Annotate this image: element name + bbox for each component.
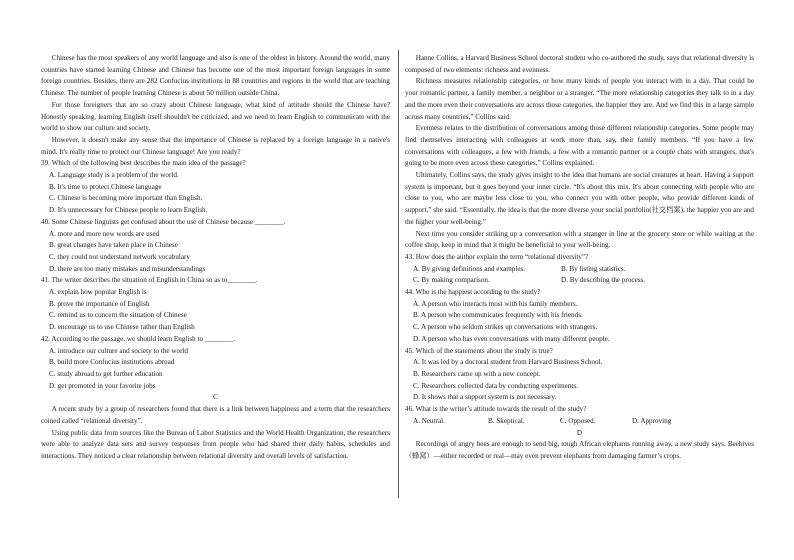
question-44: 44. Who is the happiest according to the study? — [405, 288, 541, 297]
option-39-a: A. Language study is a problem of the world. — [49, 171, 179, 180]
option-39-b: B. It's time to protect Chinese language — [49, 182, 162, 191]
options-46-row — [405, 416, 754, 428]
question-43: 43. How does the author explain the term “relational diversity”? — [405, 252, 589, 261]
option-41-a: A. explain how popular English is — [49, 288, 147, 297]
option-42-c: C. study abroad to get further education — [49, 369, 163, 378]
option-46-d: D. Approving — [632, 416, 672, 425]
section-c-paragraph-1: A recent study by a group of researchers found that there is a link between happiness and a term that the researchers coined called “relational diversity”. — [41, 405, 390, 425]
section-c-paragraph-3: Hanne Collins, a Harvard Business School doctoral student who co-authored the study, says that relational diversity is composed of two elements: richness and evenness. — [405, 54, 754, 74]
column-divider — [398, 50, 399, 498]
option-40-b: B. great changes have taken place in Chinese — [49, 241, 178, 250]
option-46-a: A. Neutral. — [413, 416, 445, 425]
question-40: 40. Some Chinese linguists get confused about the use of Chinese because ________. — [41, 217, 286, 226]
options-43-row-1 — [405, 264, 754, 276]
section-c-paragraph-7: Next time you consider striking up a conversation with a stranger in line at the grocery store or while waiting at the coffee shop, keep in mind that it might be beneficial to your well-being. — [405, 229, 754, 250]
option-43-d: D. By describing the process. — [561, 276, 646, 285]
section-c-paragraph-5: Evenness relates to the distribution of conversations among those different relationship categories. Some people may find themselves interacting with colleagues at work more than, say, their family members. “If you have a few conversations with colleagues, a few with friends, a few with a romantic partner or a couple chats with strangers, that's going to be more even across these categories,” Collins explained. — [405, 124, 754, 168]
section-c-paragraph-6: Ultimately, Collins says, the study gives insight to the idea that humans are social creatures at heart. Having a support system is important, but it goes beyond your inner circle. “It's about this mix. It's about connecting with people who are close to you, who are maybe less close to you, who connect you with other people, who provide different kinds of support,” she said. “Essentially, the idea is that the more diverse your social portfolio(社交档案), the happier you are and the higher your well-being.” — [405, 171, 754, 226]
question-45: 45. Which of the statements about the study is true? — [405, 346, 553, 355]
intro-paragraph-2: For those foreigners that are so crazy about Chinese language, what kind of attitude should the Chinese have? Honestly speaking, learning English itself shouldn't be criticized, and we need to learn English to communicate with the world to show our culture and society. — [41, 100, 390, 133]
option-46-b: B. Skeptical. — [488, 416, 525, 425]
option-41-c: C. remind us to concern the situation of Chinese — [49, 311, 187, 320]
option-43-a: A. By giving definitions and examples. — [413, 264, 526, 273]
option-45-a: A. It was led by a doctoral student from Harvard Business School. — [413, 358, 603, 367]
option-44-d: D. A person who has even conversations with many different people. — [413, 334, 610, 343]
option-45-d: D. It shows that a support system is not necessary. — [413, 393, 557, 402]
option-40-c: C. they could not understand network vocabulary — [49, 252, 190, 261]
question-39: 39. Which of the following best describes the main idea of the passage? — [41, 159, 246, 168]
option-42-b: B. build more Confucius institutions abroad — [49, 358, 175, 367]
option-40-d: D. there are too many mistakes and misunderstandings — [49, 264, 206, 273]
option-44-b: B. A person who communicates frequently with his friends. — [413, 311, 583, 320]
option-40-a: A. more and more new words are used — [49, 229, 160, 238]
right-column — [405, 53, 754, 463]
option-44-a: A. A person who interacts most with his family members. — [413, 299, 578, 308]
option-45-c: C. Researchers collected data by conducting experiments. — [413, 381, 578, 390]
option-45-b: B. Researchers came up with a new concept. — [413, 369, 541, 378]
option-41-d: D. encourage us to use Chinese rather than English — [49, 323, 195, 332]
section-c-paragraph-2: Using public data from sources like the Bureau of Labor Statistics and the World Health Organization, the researchers were able to analyze data sets and survey responses from people who had shared their daily habits, schedules and interactions. They noticed a clear relationship between relational diversity and overall levels of satisfaction. — [41, 428, 390, 460]
intro-paragraph-3: However, it doesn't make any sense that the importance of Chinese is replaced by a foreign language in a native's mind. It's really time to protect our Chinese language! Are you ready? — [41, 135, 390, 156]
question-42: 42. According to the passage, we should learn English to ________. — [41, 334, 236, 343]
question-46: 46. What is the writer’s attitude towards the result of the study? — [405, 405, 587, 414]
option-39-c: C. Chinese is becoming more important than English. — [49, 194, 203, 203]
intro-paragraph-1: Chinese has the most speakers of any world language and also is one of the oldest in history. Around the world, many countries have started learning Chinese and Chinese has become one of the most important foreign languages in some foreign countries. Besides, there are 282 Confucius institutions in 88 countries and regions in the world that are teaching Chinese. The number of people learning Chinese is about 50 million outside China. — [41, 54, 390, 98]
question-41: 41. The writer describes the situation of English in China so as to________. — [41, 276, 258, 285]
section-c-paragraph-4: Richness measures relationship categories, or how many kinds of people you interact with in a day. That could be your romantic partner, a family member, a neighbor or a stranger. “The more relationship categories they talk to in a day and the more even their conversations are across those categories, the happier they are. And we find this in a large sample across many countries,” Collins said. — [405, 77, 754, 121]
section-c-heading: C — [213, 393, 218, 402]
left-column — [41, 53, 390, 463]
option-42-a: A. introduce our culture and society to the world — [49, 346, 189, 355]
option-43-b: B. By listing statistics. — [561, 264, 626, 273]
option-43-c: C. By making comparison. — [413, 276, 490, 285]
option-44-c: C. A person who seldom strikes up conversations with strangers. — [413, 323, 598, 332]
option-42-d: D. get promoted in your favorite jobs — [49, 381, 156, 390]
section-d-paragraph-1: Recordings of angry bees are enough to send big, tough African elephants running away, a new study says. Beehives（蜂窝）—either recorded or real—may even prevent elephants from damaging farmer’s crops. — [405, 440, 754, 460]
section-d-heading: D — [576, 428, 583, 437]
option-39-d: D. It's unnecessary for Chinese people to learn English. — [49, 206, 208, 215]
option-46-c: C. Opposed. — [560, 416, 596, 425]
option-41-b: B. prove the importance of English — [49, 299, 150, 308]
options-43-row-2 — [405, 275, 754, 287]
